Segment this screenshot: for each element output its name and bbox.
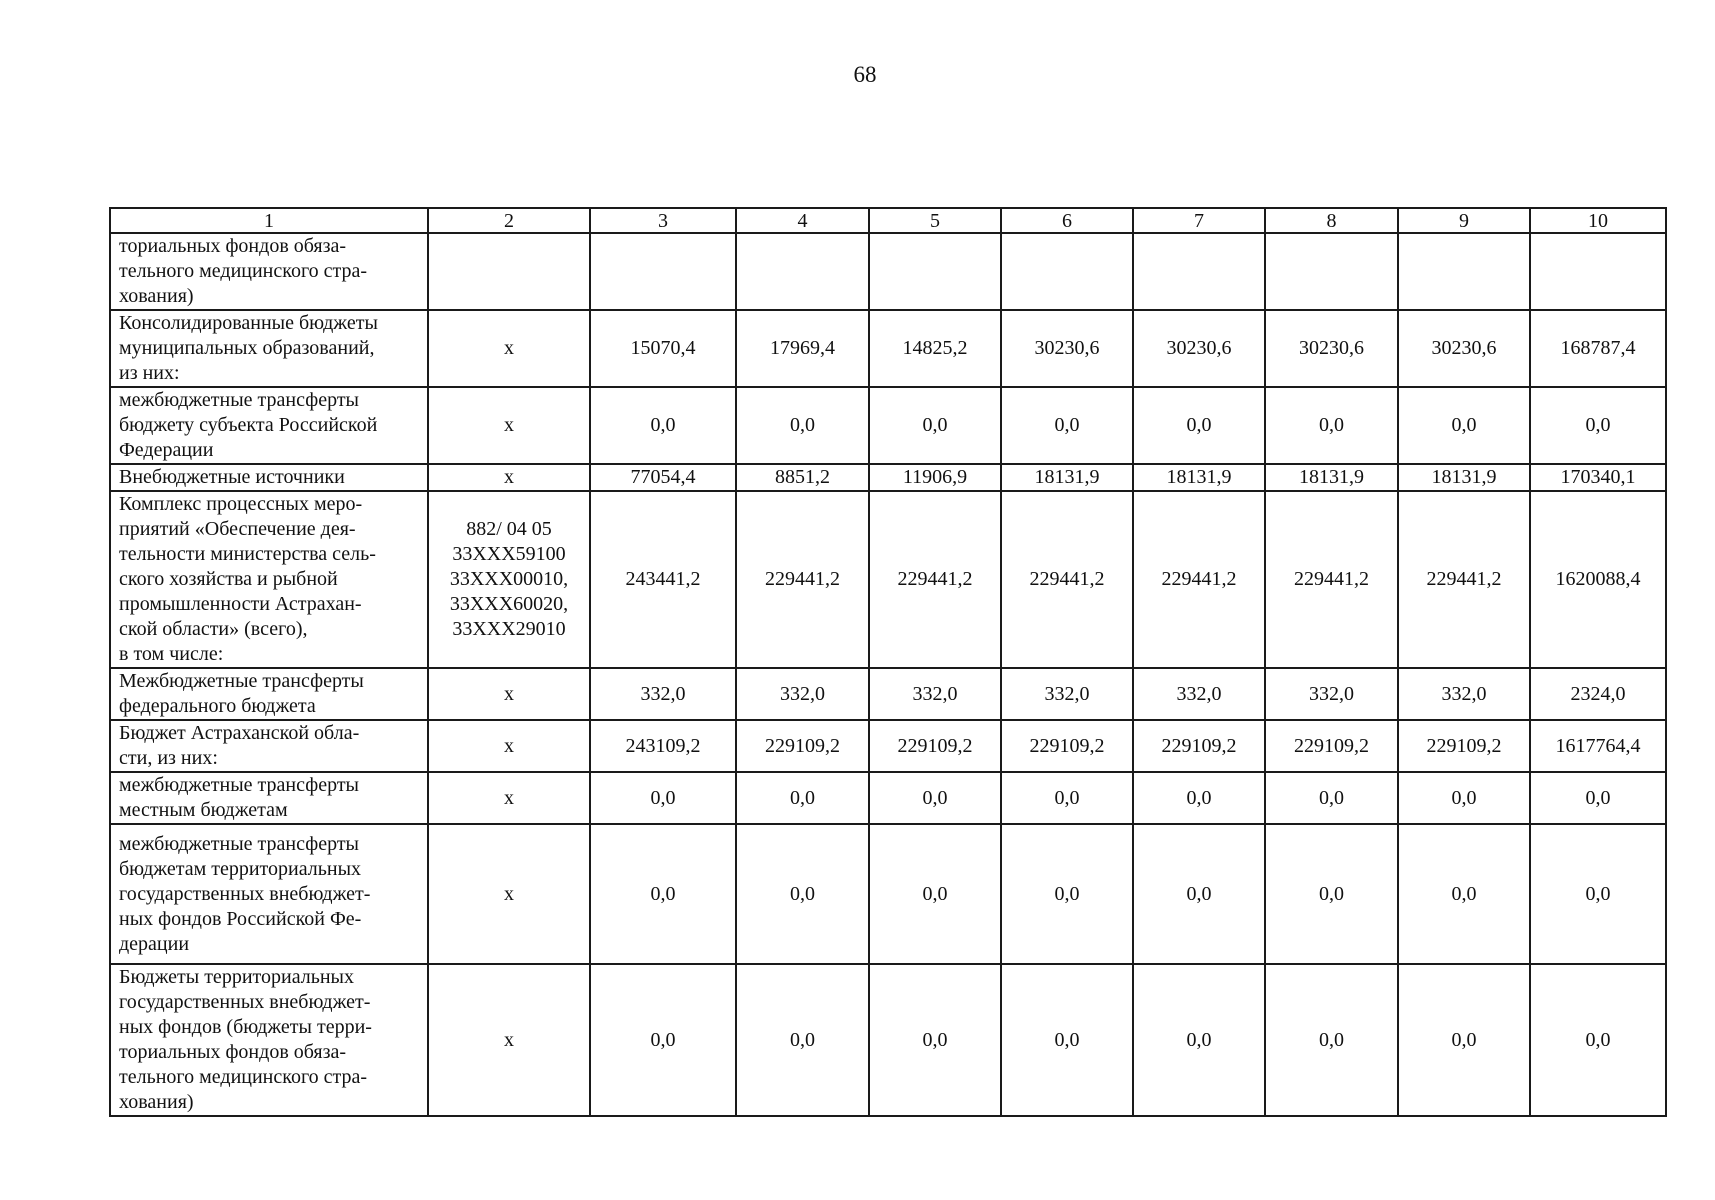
value-cell: 332,0 xyxy=(1265,668,1398,720)
value-cell xyxy=(1398,233,1530,310)
value-cell: 229109,2 xyxy=(1398,720,1530,772)
value-cell: 0,0 xyxy=(1133,387,1265,464)
value-cell: 332,0 xyxy=(869,668,1001,720)
page-number: 68 xyxy=(853,62,877,87)
column-header: 4 xyxy=(736,208,869,233)
column-header: 3 xyxy=(590,208,736,233)
value-cell: 15070,4 xyxy=(590,310,736,387)
budget-code-cell xyxy=(428,233,590,310)
value-cell: 0,0 xyxy=(1001,772,1133,824)
table-row-torialnyh-fondov-continuation xyxy=(110,233,1666,310)
value-cell: 229109,2 xyxy=(1001,720,1133,772)
value-cell: 170340,1 xyxy=(1530,464,1666,491)
value-cell: 30230,6 xyxy=(1265,310,1398,387)
table-row-process-measures-complex xyxy=(110,491,1666,668)
column-header: 6 xyxy=(1001,208,1133,233)
column-header: 2 xyxy=(428,208,590,233)
value-cell: 229441,2 xyxy=(736,491,869,668)
table-body xyxy=(110,233,1666,1116)
value-cell xyxy=(590,233,736,310)
value-cell: 229109,2 xyxy=(869,720,1001,772)
row-label: Бюджеты территориальных государственных внебюджет- ных фондов (бюджеты терри- ториальных фондов обяза- тельного медицинского стра- хования) xyxy=(110,964,428,1116)
value-cell: 0,0 xyxy=(869,772,1001,824)
value-cell: 332,0 xyxy=(590,668,736,720)
value-cell xyxy=(1133,233,1265,310)
row-label: межбюджетные трансферты бюджету субъекта Российской Федерации xyxy=(110,387,428,464)
value-cell: 0,0 xyxy=(1001,387,1133,464)
value-cell: 0,0 xyxy=(1133,824,1265,964)
value-cell: 229441,2 xyxy=(869,491,1001,668)
budget-code-cell: x xyxy=(428,824,590,964)
value-cell: 229109,2 xyxy=(1133,720,1265,772)
table-row-astrakhan-region-budget xyxy=(110,720,1666,772)
value-cell: 30230,6 xyxy=(1133,310,1265,387)
value-cell: 0,0 xyxy=(590,964,736,1116)
budget-code-cell: x xyxy=(428,464,590,491)
value-cell: 229441,2 xyxy=(1265,491,1398,668)
budget-code-cell: x xyxy=(428,387,590,464)
value-cell: 229109,2 xyxy=(1265,720,1398,772)
value-cell: 8851,2 xyxy=(736,464,869,491)
budget-code-cell: x xyxy=(428,310,590,387)
value-cell: 0,0 xyxy=(736,772,869,824)
value-cell: 0,0 xyxy=(1133,964,1265,1116)
value-cell xyxy=(869,233,1001,310)
budget-code-cell: x xyxy=(428,720,590,772)
value-cell: 11906,9 xyxy=(869,464,1001,491)
value-cell: 332,0 xyxy=(1398,668,1530,720)
value-cell: 1617764,4 xyxy=(1530,720,1666,772)
value-cell: 0,0 xyxy=(869,387,1001,464)
value-cell: 14825,2 xyxy=(869,310,1001,387)
row-label: Межбюджетные трансферты федерального бюджета xyxy=(110,668,428,720)
table-row-consolidated-municipal-budgets xyxy=(110,310,1666,387)
value-cell: 2324,0 xyxy=(1530,668,1666,720)
row-label: Бюджет Астраханской обла- сти, из них: xyxy=(110,720,428,772)
value-cell: 332,0 xyxy=(1001,668,1133,720)
value-cell: 0,0 xyxy=(1265,824,1398,964)
value-cell: 332,0 xyxy=(736,668,869,720)
value-cell: 0,0 xyxy=(869,964,1001,1116)
value-cell: 0,0 xyxy=(590,824,736,964)
value-cell: 0,0 xyxy=(590,387,736,464)
value-cell: 0,0 xyxy=(1001,964,1133,1116)
table-row-transfers-to-local-budgets xyxy=(110,772,1666,824)
value-cell: 243109,2 xyxy=(590,720,736,772)
value-cell xyxy=(1001,233,1133,310)
value-cell: 0,0 xyxy=(1530,387,1666,464)
table-row-transfers-to-subject-budget xyxy=(110,387,1666,464)
value-cell: 229109,2 xyxy=(736,720,869,772)
value-cell: 0,0 xyxy=(736,387,869,464)
column-header: 7 xyxy=(1133,208,1265,233)
value-cell: 1620088,4 xyxy=(1530,491,1666,668)
budget-code-cell: x xyxy=(428,964,590,1116)
value-cell: 168787,4 xyxy=(1530,310,1666,387)
column-header: 5 xyxy=(869,208,1001,233)
value-cell: 0,0 xyxy=(1133,772,1265,824)
column-header: 9 xyxy=(1398,208,1530,233)
row-label: Внебюджетные источники xyxy=(110,464,428,491)
budget-table xyxy=(109,207,1667,1117)
value-cell: 0,0 xyxy=(1530,964,1666,1116)
value-cell: 0,0 xyxy=(1001,824,1133,964)
column-header: 10 xyxy=(1530,208,1666,233)
column-header: 1 xyxy=(110,208,428,233)
row-label: межбюджетные трансферты бюджетам территориальных государственных внебюджет- ных фондов Российской Фе- дерации xyxy=(110,824,428,964)
value-cell: 229441,2 xyxy=(1001,491,1133,668)
value-cell: 0,0 xyxy=(590,772,736,824)
budget-code-cell: x xyxy=(428,668,590,720)
value-cell: 0,0 xyxy=(1398,964,1530,1116)
table-row-extrabudgetary-sources xyxy=(110,464,1666,491)
value-cell: 0,0 xyxy=(1530,772,1666,824)
table-row-territorial-fund-budgets xyxy=(110,964,1666,1116)
value-cell: 0,0 xyxy=(736,964,869,1116)
value-cell: 77054,4 xyxy=(590,464,736,491)
value-cell: 0,0 xyxy=(1265,772,1398,824)
value-cell: 332,0 xyxy=(1133,668,1265,720)
column-header: 8 xyxy=(1265,208,1398,233)
row-label: Комплекс процессных меро- приятий «Обеспечение дея- тельности министерства сель- ского хозяйства и рыбной промышленности Астрахан- ской области» (всего), в том числе: xyxy=(110,491,428,668)
value-cell: 0,0 xyxy=(1398,387,1530,464)
value-cell: 0,0 xyxy=(1265,387,1398,464)
value-cell: 0,0 xyxy=(1398,824,1530,964)
value-cell: 0,0 xyxy=(869,824,1001,964)
value-cell: 0,0 xyxy=(736,824,869,964)
budget-code-cell: x xyxy=(428,772,590,824)
value-cell: 30230,6 xyxy=(1398,310,1530,387)
value-cell: 229441,2 xyxy=(1398,491,1530,668)
value-cell: 0,0 xyxy=(1398,772,1530,824)
value-cell: 229441,2 xyxy=(1133,491,1265,668)
value-cell: 18131,9 xyxy=(1265,464,1398,491)
value-cell xyxy=(736,233,869,310)
value-cell xyxy=(1265,233,1398,310)
value-cell: 30230,6 xyxy=(1001,310,1133,387)
value-cell: 0,0 xyxy=(1530,824,1666,964)
table-row-transfers-to-territorial-funds xyxy=(110,824,1666,964)
value-cell: 18131,9 xyxy=(1398,464,1530,491)
value-cell: 17969,4 xyxy=(736,310,869,387)
value-cell: 0,0 xyxy=(1265,964,1398,1116)
table-row-federal-budget-transfers xyxy=(110,668,1666,720)
row-label: Консолидированные бюджеты муниципальных образований, из них: xyxy=(110,310,428,387)
value-cell: 18131,9 xyxy=(1133,464,1265,491)
row-label: ториальных фондов обяза- тельного медицинского стра- хования) xyxy=(110,233,428,310)
value-cell: 18131,9 xyxy=(1001,464,1133,491)
budget-code-cell: 882/ 04 05 33ХХХ59100 33ХХХ00010, 33ХХХ60020, 33ХХХ29010 xyxy=(428,491,590,668)
column-number-header-row xyxy=(110,208,1666,233)
value-cell xyxy=(1530,233,1666,310)
value-cell: 243441,2 xyxy=(590,491,736,668)
row-label: межбюджетные трансферты местным бюджетам xyxy=(110,772,428,824)
